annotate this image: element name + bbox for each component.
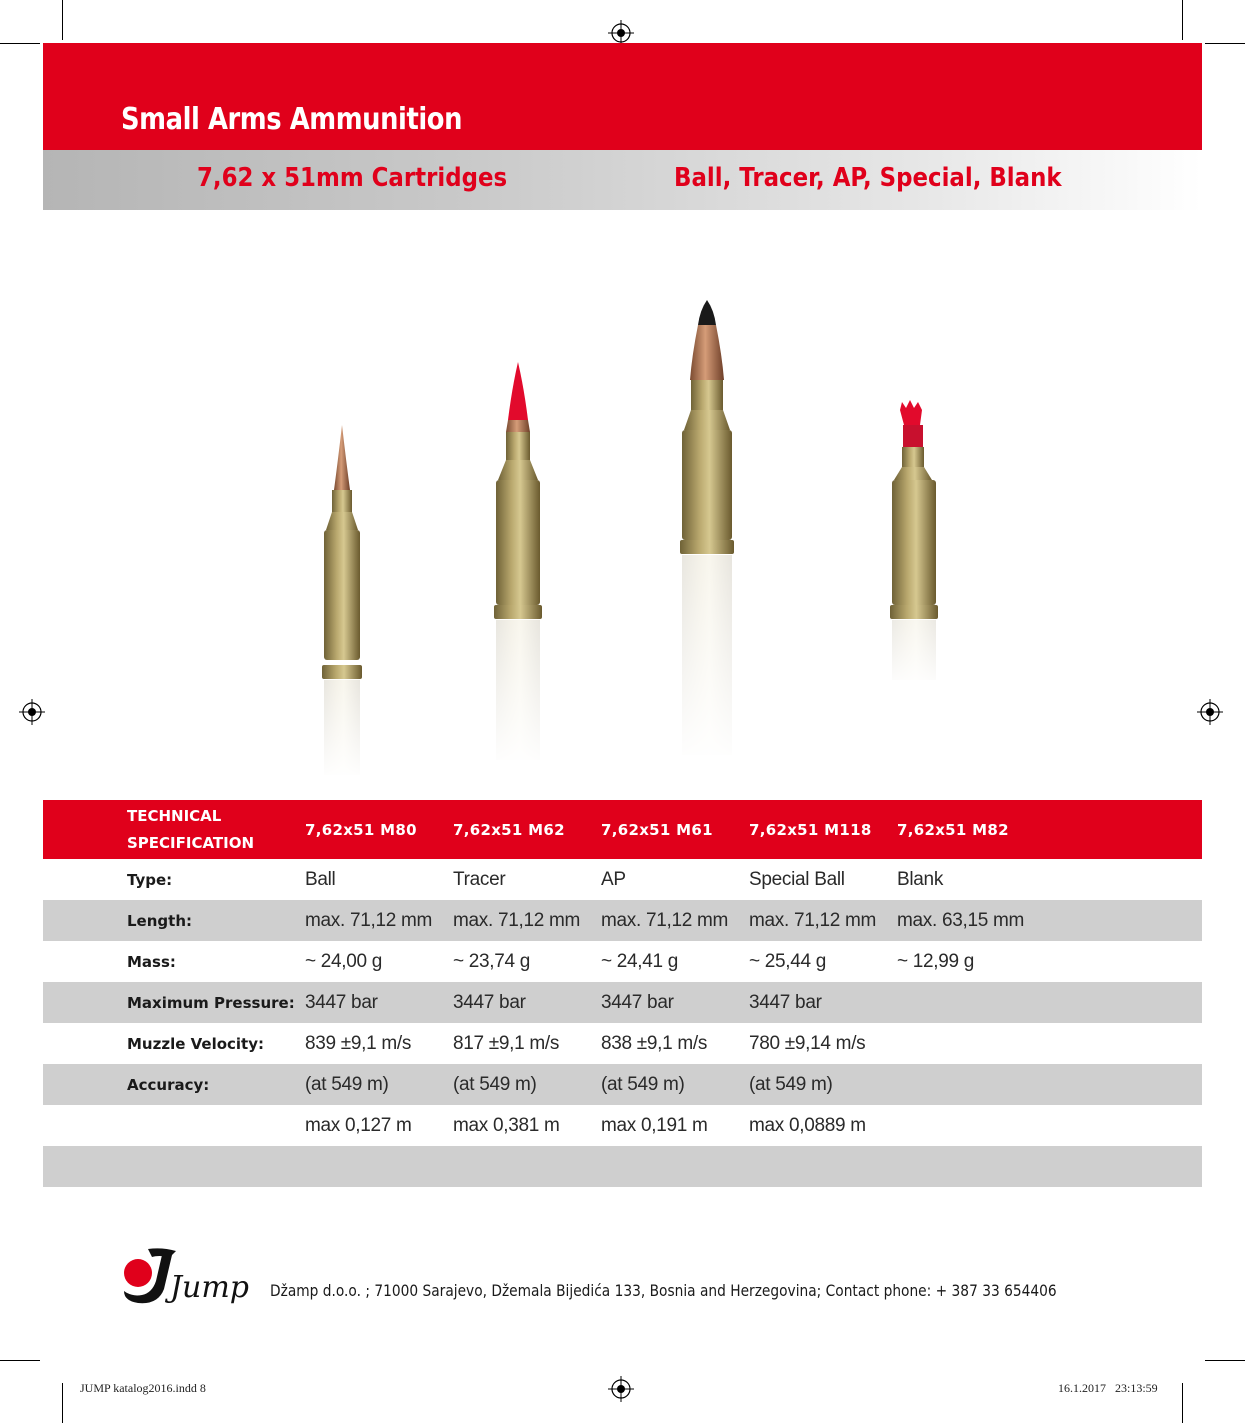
cartridges-photo [250, 280, 1010, 800]
crop-mark [1205, 1360, 1245, 1361]
table-cell: Tracer [453, 868, 506, 890]
cartridge-tracer [490, 362, 546, 770]
column-header: 7,62x51 M61 [601, 800, 749, 859]
table-cell [453, 1146, 601, 1187]
spec-table-header [43, 800, 1202, 859]
table-cell: 817 ±9,1 m/s [453, 1032, 560, 1054]
crop-mark [62, 1383, 63, 1423]
table-cell: max. 71,12 mm [453, 900, 601, 941]
table-cell [897, 1023, 1202, 1064]
jump-logo [118, 1243, 260, 1315]
table-row [43, 900, 1202, 941]
table-cell: (at 549 m) [749, 1064, 897, 1105]
cartridge-ball [320, 425, 364, 780]
table-cell: Special Ball [749, 868, 845, 890]
table-row [43, 1105, 1202, 1146]
table-cell: max. 63,15 mm [897, 900, 1202, 941]
row-label: Mass: [127, 952, 176, 971]
row-label: Maximum Pressure: [127, 982, 305, 1023]
column-header: 7,62x51 M82 [897, 800, 1202, 859]
registration-mark-icon [1197, 699, 1223, 725]
table-cell: (at 549 m) [305, 1064, 453, 1105]
table-cell [749, 1146, 897, 1187]
row-label: Length: [127, 900, 305, 941]
table-row [43, 982, 1202, 1023]
table-cell: 3447 bar [749, 982, 897, 1023]
table-row [43, 1023, 1202, 1064]
logo-wordmark: Jump [170, 1270, 249, 1305]
crop-mark [0, 1360, 40, 1361]
table-cell [897, 982, 1202, 1023]
row-label: Type: [127, 870, 173, 889]
table-cell: 838 ±9,1 m/s [601, 1032, 708, 1054]
table-cell [897, 1105, 1202, 1146]
table-cell: max 0,0889 m [749, 1114, 866, 1136]
crop-mark [1205, 43, 1245, 44]
registration-mark-icon [19, 699, 45, 725]
row-label: Muzzle Velocity: [127, 1034, 264, 1053]
column-header: 7,62x51 M62 [453, 800, 601, 859]
spec-header-label: TECHNICAL SPECIFICATION [127, 800, 305, 859]
table-row [43, 859, 1202, 900]
slug-timestamp: 16.1.2017 23:13:59 [1058, 1381, 1158, 1395]
crop-mark [62, 0, 63, 40]
table-row [43, 1146, 1202, 1187]
table-cell: max 0,127 m [305, 1114, 412, 1136]
table-cell: 3447 bar [601, 982, 749, 1023]
row-label: Accuracy: [127, 1064, 305, 1105]
table-cell [305, 1146, 453, 1187]
slug-filename: JUMP katalog2016.indd 8 [80, 1381, 206, 1395]
table-cell: max. 71,12 mm [305, 900, 453, 941]
table-cell: ~ 12,99 g [897, 950, 975, 972]
column-header: 7,62x51 M80 [305, 800, 453, 859]
table-cell: max. 71,12 mm [749, 900, 897, 941]
cartridge-ap [676, 300, 738, 765]
table-cell: ~ 24,41 g [601, 950, 679, 972]
row-label [127, 1146, 305, 1187]
product-name: 7,62 x 51mm Cartridges [197, 163, 508, 193]
crop-mark [1182, 1383, 1183, 1423]
page-title: Small Arms Ammunition [121, 102, 463, 137]
table-cell: ~ 24,00 g [305, 950, 383, 972]
table-cell [601, 1146, 749, 1187]
table-cell [897, 1064, 1202, 1105]
table-cell: (at 549 m) [453, 1064, 601, 1105]
crop-mark [1182, 0, 1183, 40]
crop-mark [0, 43, 40, 44]
table-cell: max 0,381 m [453, 1114, 560, 1136]
table-cell [897, 1146, 1202, 1187]
table-cell: max. 71,12 mm [601, 900, 749, 941]
table-cell: Ball [305, 868, 336, 890]
table-cell: Blank [897, 868, 944, 890]
cartridge-blank [886, 400, 942, 690]
registration-mark-icon [608, 1376, 634, 1402]
table-cell: 780 ±9,14 m/s [749, 1032, 866, 1054]
table-cell: 3447 bar [453, 982, 601, 1023]
table-cell: ~ 25,44 g [749, 950, 827, 972]
product-variants: Ball, Tracer, AP, Special, Blank [674, 163, 1062, 193]
table-cell: 839 ±9,1 m/s [305, 1032, 412, 1054]
table-row [43, 1064, 1202, 1105]
table-row [43, 941, 1202, 982]
spec-table [43, 800, 1202, 1187]
table-cell: AP [601, 868, 626, 890]
table-cell: 3447 bar [305, 982, 453, 1023]
column-header: 7,62x51 M118 [749, 800, 897, 859]
contact-line: Džamp d.o.o. ; 71000 Sarajevo, Džemala Bijedića 133, Bosnia and Herzegovina; Contact phone: + 387 33 654406 [270, 1281, 1057, 1300]
row-label [127, 1105, 305, 1146]
table-cell: max 0,191 m [601, 1114, 708, 1136]
table-cell: (at 549 m) [601, 1064, 749, 1105]
table-cell: ~ 23,74 g [453, 950, 531, 972]
